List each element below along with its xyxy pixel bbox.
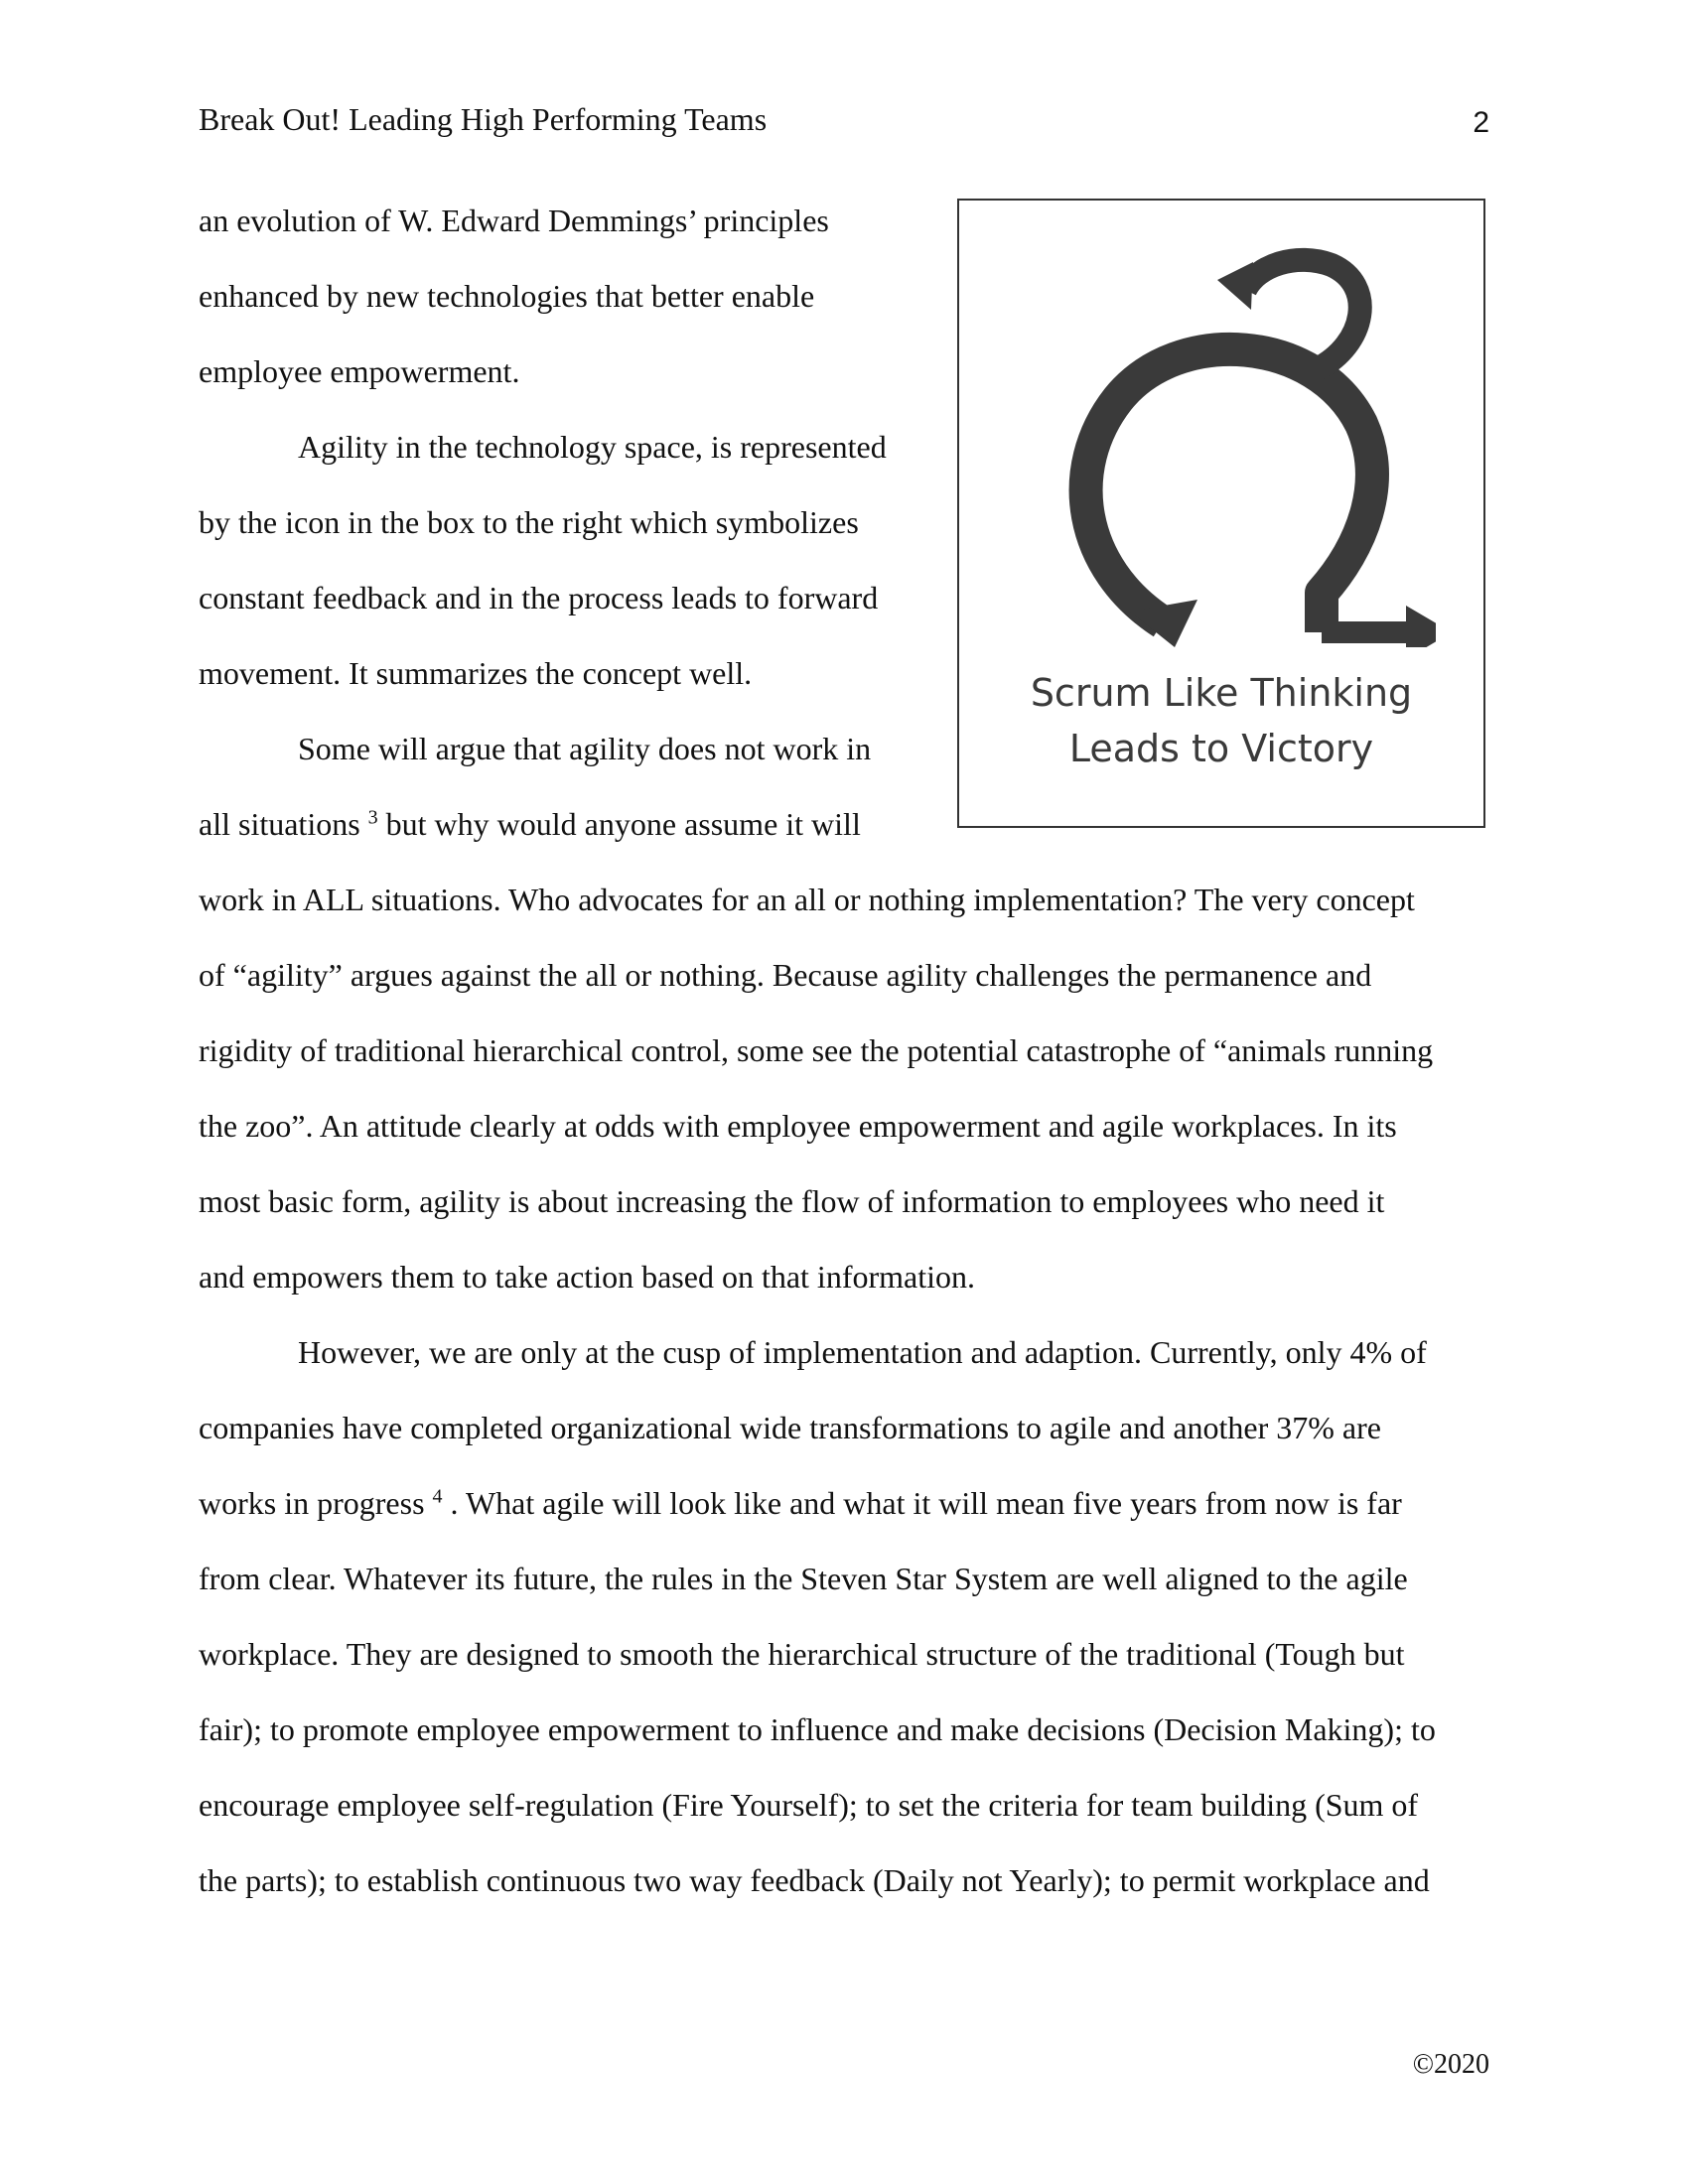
figure-caption [959,665,1483,776]
body-line: work in ALL situations. Who advocates for an all or nothing implementation? The very concept [199,882,1415,917]
figure-caption-line-1: Scrum Like Thinking [1030,671,1413,715]
scrum-figure-box [957,199,1485,828]
body-line: and empowers them to take action based on that information. [199,1259,975,1295]
body-line: fair); to promote employee empowerment to influence and make decisions (Decision Making); to [199,1711,1436,1747]
body-line: the zoo”. An attitude clearly at odds with employee empowerment and agile workplaces. In its [199,1108,1397,1144]
running-head: Break Out! Leading High Performing Teams [199,101,768,137]
body-line: enhanced by new technologies that better enable [199,278,815,314]
body-line: an evolution of W. Edward Demmings’ principles [199,203,829,238]
copyright-notice: ©2020 [1412,2049,1489,2080]
body-line: employee empowerment. [199,353,520,389]
body-text: . What agile will look like and what it will mean five years from now is far [442,1485,1402,1521]
body-line: by the icon in the box to the right which symbolizes [199,504,859,540]
body-text: but why would anyone assume it will [377,806,861,842]
figure-caption-line-2: Leads to Victory [1068,727,1374,770]
body-text: all situations [199,806,368,842]
footnote-ref-4[interactable]: 4 [432,1485,443,1508]
body-line: workplace. They are designed to smooth the hierarchical structure of the traditional (Tough but [199,1636,1405,1672]
footnote-ref-3[interactable]: 3 [367,806,378,829]
body-line: the parts); to establish continuous two way feedback (Daily not Yearly); to permit workplace and [199,1862,1430,1898]
body-line: constant feedback and in the process leads to forward [199,580,879,615]
body-line-with-footnote [199,804,861,844]
body-line: most basic form, agility is about increasing the flow of information to employees who need it [199,1183,1385,1219]
body-line: rigidity of traditional hierarchical control, some see the potential catastrophe of “animals running [199,1032,1434,1068]
body-line: Agility in the technology space, is represented [298,429,887,465]
body-line: of “agility” argues against the all or nothing. Because agility challenges the permanence and [199,957,1372,993]
page-number: 2 [1473,106,1489,139]
body-line-with-footnote [199,1483,1402,1523]
body-text: works in progress [199,1485,433,1521]
body-line: encourage employee self-regulation (Fire Yourself); to set the criteria for team building (Sum of [199,1787,1419,1823]
body-line: Some will argue that agility does not work in [298,731,872,766]
scrum-cycle-arrow-icon [1019,230,1436,647]
body-line: However, we are only at the cusp of implementation and adaption. Currently, only 4% of [298,1334,1427,1370]
body-line: movement. It summarizes the concept well. [199,655,753,691]
body-line: companies have completed organizational wide transformations to agile and another 37% are [199,1410,1381,1445]
body-line: from clear. Whatever its future, the rules in the Steven Star System are well aligned to the agile [199,1561,1408,1596]
